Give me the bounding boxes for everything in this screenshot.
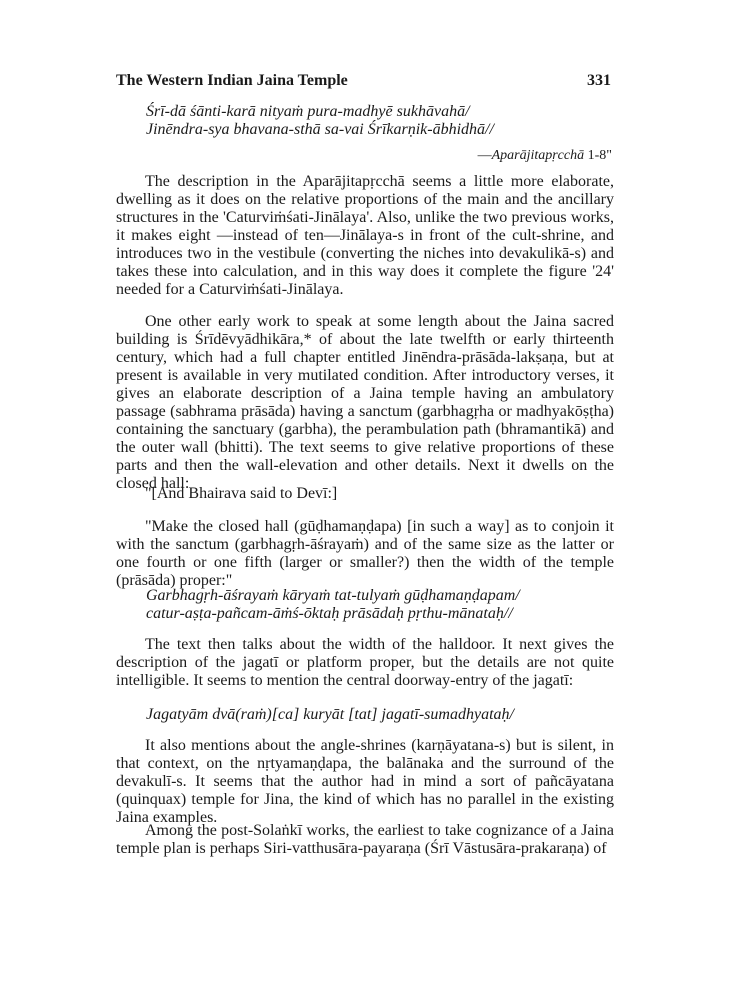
citation-dash: — bbox=[477, 148, 492, 163]
paragraph-1 bbox=[116, 173, 614, 299]
verse-line: catur-aṣṭa-pañcam-āṁś-ōktaḥ prāsādaḥ pṛthu-mānataḥ// bbox=[146, 605, 513, 622]
verse-line: Śrī-dā śānti-karā nityaṁ pura-madhyē sukhāvahā/ bbox=[146, 103, 470, 120]
paragraph-text: It also mentions about the angle-shrines (karṇāyatana-s) but is silent, in that context, on the nṛtyamaṇḍapa, the balānaka and the surround of the devakulī-s. It seems that the author had in mind a sort of pañcāyatana (quinquax) temple for Jina, the kind of which has no parallel in the existing Jaina examples. bbox=[116, 737, 614, 826]
running-title: The Western Indian Jaina Temple bbox=[116, 72, 348, 89]
page-header bbox=[116, 72, 611, 94]
citation-reference: 1-8" bbox=[584, 148, 612, 163]
verse-block-3 bbox=[146, 706, 644, 724]
verse-line: Jinēndra-sya bhavana-sthā sa-vai Śrīkarṇik-ābhidhā// bbox=[146, 121, 494, 138]
paragraph-3 bbox=[116, 485, 614, 503]
paragraph-4 bbox=[116, 518, 614, 590]
paragraph-text: The text then talks about the width of the halldoor. It next gives the description of the jagatī or platform proper, but the details are not quite intelligible. It seems to mention the central doorway-entry of the jagatī: bbox=[116, 636, 614, 689]
verse-line: Garbhagṛh-āśrayaṁ kāryaṁ tat-tulyaṁ gūḍhamaṇḍapam/ bbox=[146, 587, 520, 604]
paragraph-text: "[And Bhairava said to Devī:] bbox=[145, 485, 338, 502]
paragraph-text: One other early work to speak at some length about the Jaina sacred building is Śrīdēvyādhikāra,* of about the late twelfth or early thirteenth century, which had a full chapter entitled Jinēndra-prāsāda-lakṣaṇa, but at present is available in very mutilated condition. After introductory verses, it gives an elaborate description of a Jaina temple having an ambulatory passage (sabhrama prāsāda) having a sanctum (garbhagṛha or madhyakōṣṭha) containing the sanctuary (garbha), the perambulation path (bhramantikā) and the outer wall (bhitti). The text seems to give relative proportions of these parts and then the wall-elevation and other details. Next it dwells on the closed hall: bbox=[116, 313, 614, 492]
paragraph-5 bbox=[116, 636, 614, 690]
verse-line: Jagatyām dvā(raṁ)[ca] kuryāt [tat] jagatī-sumadhyataḥ/ bbox=[146, 706, 514, 723]
paragraph-text: "Make the closed hall (gūḍhamaṇḍapa) [in such a way] as to conjoin it with the sanctum (garbhagṛh-āśrayaṁ) and of the same size as the latter or one fourth or one fifth (larger or smaller?) then the width of the temple (prāsāda) proper:" bbox=[116, 518, 614, 589]
verse-block-1 bbox=[146, 103, 644, 139]
paragraph-6 bbox=[116, 737, 614, 827]
paragraph-text: The description in the Aparājitapṛcchā seems a little more elaborate, dwelling as it does on the relative proportions of the main and the ancillary structures in the 'Caturviṁśati-Jinālaya'. Also, unlike the two previous works, it makes eight —instead of ten—Jinālaya-s in front of the cult-shrine, and introduces two in the vestibule (converting the niches into devakulikā-s) and takes these into calculation, and in this way does it complete the figure '24' needed for a Caturviṁśati-Jinālaya. bbox=[116, 173, 614, 298]
page-number: 331 bbox=[587, 72, 611, 89]
verse-citation bbox=[478, 148, 612, 164]
verse-block-2 bbox=[146, 587, 644, 623]
paragraph-7 bbox=[116, 822, 614, 858]
citation-title: Aparājitapṛcchā bbox=[491, 148, 585, 163]
paragraph-text: Among the post-Solaṅkī works, the earliest to take cognizance of a Jaina temple plan is perhaps Siri-vatthusāra-payaraṇa (Śrī Vāstusāra-prakaraṇa) of bbox=[116, 822, 614, 857]
paragraph-2 bbox=[116, 313, 614, 493]
